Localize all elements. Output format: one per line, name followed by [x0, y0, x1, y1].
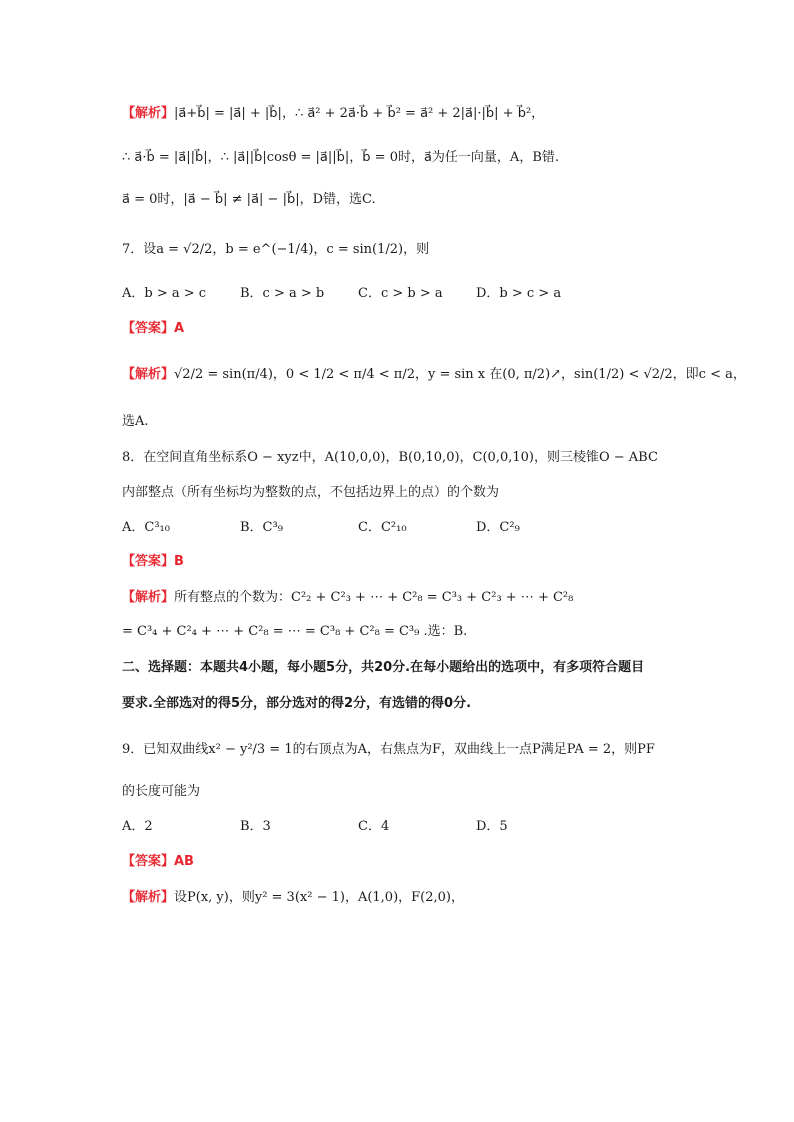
option-d: D．5: [476, 819, 508, 834]
analysis-line: [122, 588, 573, 608]
analysis-line: [122, 888, 464, 908]
question-8: 8．在空间直角坐标系O − xyz中，A(10,0,0)，B(0,10,0)，C(0,0,10)，则三棱锥O − ABC: [122, 450, 658, 465]
analysis-line: [122, 365, 746, 385]
option-a: A．2: [122, 819, 153, 834]
analysis-tag: 【解析】: [122, 590, 175, 605]
option-d: D．C²₉: [476, 520, 520, 535]
analysis-tag: 【解析】: [122, 106, 175, 121]
option-c: C．C²₁₀: [358, 520, 407, 535]
question-9-options: [122, 817, 594, 837]
section-heading: 二、选择题：本题共4小题，每小题5分，共20分.在每小题给出的选项中，有多项符合题目: [122, 660, 645, 675]
question-8-cont: 内部整点（所有坐标均为整数的点，不包括边界上的点）的个数为: [122, 485, 500, 500]
option-b: B．3: [240, 819, 271, 834]
option-a: A．b > a > c: [122, 286, 207, 301]
question-8-options: [122, 518, 594, 538]
answer-tag: [122, 319, 184, 339]
question-7: 7．设a = √2/2，b = e^(−1/4)，c = sin(1/2)，则: [122, 242, 430, 257]
option-a: A．C³₁₀: [122, 520, 170, 535]
option-c: C．4: [358, 819, 390, 834]
analysis-line: [122, 104, 544, 124]
option-c: C．c > b > a: [358, 286, 443, 301]
question-7-options: [122, 284, 594, 304]
answer-label: 【答案】A: [122, 321, 185, 336]
analysis-line: a⃗ = 0时，|a⃗ − b⃗| ≠ |a⃗| − |b⃗|，D错，选C.: [122, 192, 376, 207]
answer-tag: [122, 552, 184, 572]
analysis-line: 选A.: [122, 414, 149, 429]
analysis-line: ∴ a⃗·b⃗ = |a⃗||b⃗|，∴ |a⃗||b⃗|cosθ = |a⃗||b⃗|，b⃗ = 0时，a⃗为任一向量，A，B错.: [122, 150, 560, 165]
analysis-tag: 【解析】: [122, 890, 175, 905]
section-heading-cont: 要求.全部选对的得5分，部分选对的得2分，有选错的得0分.: [122, 696, 472, 711]
analysis-text: √2/2 = sin(π/4)，0 < 1/2 < π/4 < π/2，y = sin x 在(0, π/2)↗，sin(1/2) < √2/2，即c < a，: [174, 367, 746, 382]
analysis-line: = C³₄ + C²₄ + ⋯ + C²₈ = ⋯ = C³₈ + C²₈ = C³₉ .选：B.: [122, 624, 468, 639]
question-9: 9．已知双曲线x² − y²/3 = 1的右顶点为A，右焦点为F，双曲线上一点P满足PA = 2，则PF: [122, 742, 655, 757]
option-d: D．b > c > a: [476, 286, 562, 301]
option-b: B．c > a > b: [240, 286, 325, 301]
analysis-tag: 【解析】: [122, 367, 175, 382]
answer-label: 【答案】AB: [122, 854, 194, 869]
answer-tag: [122, 852, 194, 872]
option-b: B．C³₉: [240, 520, 283, 535]
analysis-text: |a⃗+b⃗| = |a⃗| + |b⃗|，∴ a⃗² + 2a⃗·b⃗ + b⃗² = a⃗² + 2|a⃗|·|b⃗| + b⃗²，: [174, 106, 545, 121]
analysis-text: 设P(x, y)，则y² = 3(x² − 1)，A(1,0)，F(2,0)，: [174, 890, 464, 905]
answer-label: 【答案】B: [122, 554, 184, 569]
question-9-cont: 的长度可能为: [122, 784, 201, 799]
analysis-text: 所有整点的个数为：C²₂ + C²₃ + ⋯ + C²₈ = C³₃ + C²₃ + ⋯ + C²₈: [174, 590, 574, 605]
